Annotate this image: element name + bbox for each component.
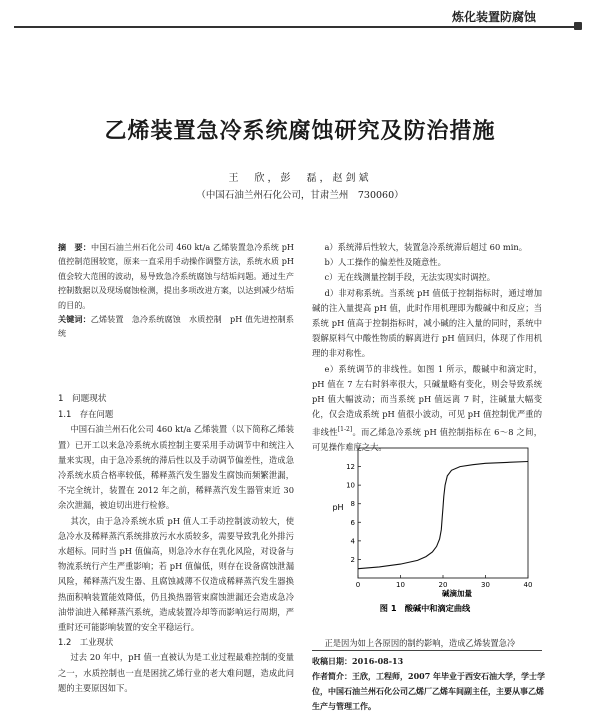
journal-section-tag: 炼化装置防腐蚀 bbox=[452, 10, 537, 24]
reason-e-tail: 。而乙烯急冷系统 pH 值控制指标在 6～8 之间，可见操作难度之大。 bbox=[312, 427, 542, 453]
reason-a: a）系统滞后性较大，装置急冷系统滞后超过 60 min。 bbox=[324, 242, 528, 252]
y-tick-label: 6 bbox=[350, 518, 355, 527]
author-bio-label: 作者简介： bbox=[312, 671, 352, 681]
paragraph-2: 其次，由于急冷系统水质 pH 值人工手动控制波动较大，使急冷水及稀释蒸汽系统排放污水水质较多，需要导致乳化外排污水超标。同时当 pH 值偏高，则急冷水存在乳化风险，对设备与物流系统行产生严重影响；若 pH 值偏低，则存在设备腐蚀泄漏风险，稀释蒸汽发生器、且腐蚀减薄不仅造成稀释蒸汽发生器换热面积响装置能效降低，仍且换热器管束腐蚀泄漏还会造成急冷油带油进入稀释蒸汽系统，造成装置冷却等而影响运行周期，严重时还可能影响装置的安全平稳运行。 bbox=[58, 515, 294, 633]
x-tick-label: 20 bbox=[438, 581, 448, 589]
section-heading-1: 1 问题现状 bbox=[58, 394, 107, 404]
x-tick-label: 10 bbox=[396, 581, 405, 589]
reason-c: c）无在线测量控制手段，无法实现实时调控。 bbox=[324, 272, 496, 283]
paragraph-1: 中国石油兰州石化公司 460 kt/a 乙烯装置（以下简称乙烯装置）已开工以来急冷系统水质控制主要采用手动调节中和统注入量来实现，由于急冷系统的滞后性以及手动调节偏差性，造成急冷系统水质合格率较低，稀释蒸汽发生器发生腐蚀而频繁泄漏，不完全统计，装置在 2012 年之前，稀释蒸汽发生器管束近 30 余次泄漏，被迫切出进行检修。 bbox=[58, 424, 294, 511]
affiliation: （中国石油兰州石化公司，甘肃兰州 730060） bbox=[196, 190, 404, 201]
header-rule bbox=[14, 26, 574, 28]
abstract-text: 中国石油兰州石化公司 460 kt/a 乙烯装置急冷系统 pH 值控制范围较宽，原来一直采用手动操作调整方法，系统水质 pH 值会较大范围的波动，易导致急冷系统腐蚀与结垢问题。通过生产控制数据以及现场腐蚀检测，提出多项改进方案，以达到减少结垢的目的。 bbox=[58, 242, 294, 310]
reason-b: b）人工操作的偏差性及随意性。 bbox=[324, 257, 446, 268]
keywords bbox=[58, 312, 294, 341]
keywords-text: 乙烯装置 急冷系统腐蚀 水质控制 pH 值先进控制系统 bbox=[58, 314, 294, 339]
abstract-label: 摘 要： bbox=[58, 242, 92, 252]
y-tick-label: 10 bbox=[346, 481, 355, 490]
header-marker bbox=[574, 22, 582, 30]
titration-chart bbox=[320, 440, 550, 616]
reason-d: d）非对称系统。当系统 pH 值低于控制指标时，通过增加碱的注入量提高 pH 值，此时作用机理即为酸碱中和反应；当系统 pH 值高于控制指标时，减小碱的注入量的同时，系统中裂解原料气中酸性物质的解离进行 pH 值回归，体现了作用机理的非对称性。 bbox=[312, 287, 542, 359]
author-bio bbox=[312, 669, 548, 714]
chart-caption: 图 1 酸碱中和滴定曲线 bbox=[379, 603, 471, 613]
paragraph-after-figure: 正是因为如上各原因的制约影响，造成乙烯装置急冷 bbox=[324, 638, 516, 648]
paragraph-3: 过去 20 年中，pH 值一直被认为是工业过程最难控制的变量之一，水质控制也一直是困扰乙烯行业的老大难问题，造成此问题的主要原因如下。 bbox=[58, 652, 294, 693]
x-tick-label: 40 bbox=[523, 581, 533, 589]
chart-y-label: pH bbox=[332, 503, 344, 512]
keywords-label: 关键词： bbox=[58, 314, 91, 325]
y-tick-label: 2 bbox=[350, 555, 355, 564]
chart-x-label: 碱滴加量 bbox=[442, 589, 472, 598]
y-tick-label: 8 bbox=[350, 500, 355, 509]
left-column-body bbox=[58, 392, 294, 696]
author-bio-text: 王欣，工程师，2007 年毕业于西安石油大学，学士学位，中国石油兰州石化公司乙烯厂乙烯车间副主任，主要从事乙烯生产与管理工作。 bbox=[312, 671, 546, 711]
y-tick-label: 4 bbox=[350, 537, 355, 546]
received-date: 收稿日期：2016-08-13 bbox=[312, 656, 404, 666]
section-heading-1-1: 1.1 存在问题 bbox=[58, 409, 114, 420]
abstract bbox=[58, 240, 294, 312]
reason-e-text: e）系统调节的非线性。如图 1 所示，酸碱中和滴定时，pH 值在 7 左右时斜率很大，只碱量略有变化，则会导致系统 pH 值大幅波动；而当系统 pH 值远离 7 时，注碱量大幅变化，仅会造成系统 pH 值很小波动，可见 pH 值控制优严重的非线性 bbox=[312, 363, 542, 438]
x-tick-label: 0 bbox=[355, 581, 361, 589]
y-tick-label: 12 bbox=[346, 463, 355, 472]
right-column-tail bbox=[312, 636, 542, 651]
abstract-block bbox=[58, 240, 294, 341]
citation-ref: [1-2] bbox=[337, 426, 353, 434]
x-tick-label: 30 bbox=[481, 581, 490, 589]
section-heading-1-2: 1.2 工业现状 bbox=[58, 637, 114, 648]
footnote-rule bbox=[312, 650, 542, 651]
authors: 王 欣，彭 磊，赵剑斌 bbox=[228, 173, 372, 184]
right-column-body bbox=[312, 240, 542, 456]
paper-title: 乙烯装置急冷系统腐蚀研究及防治措施 bbox=[104, 119, 496, 144]
titration-curve bbox=[358, 462, 528, 569]
footnotes bbox=[312, 654, 548, 714]
